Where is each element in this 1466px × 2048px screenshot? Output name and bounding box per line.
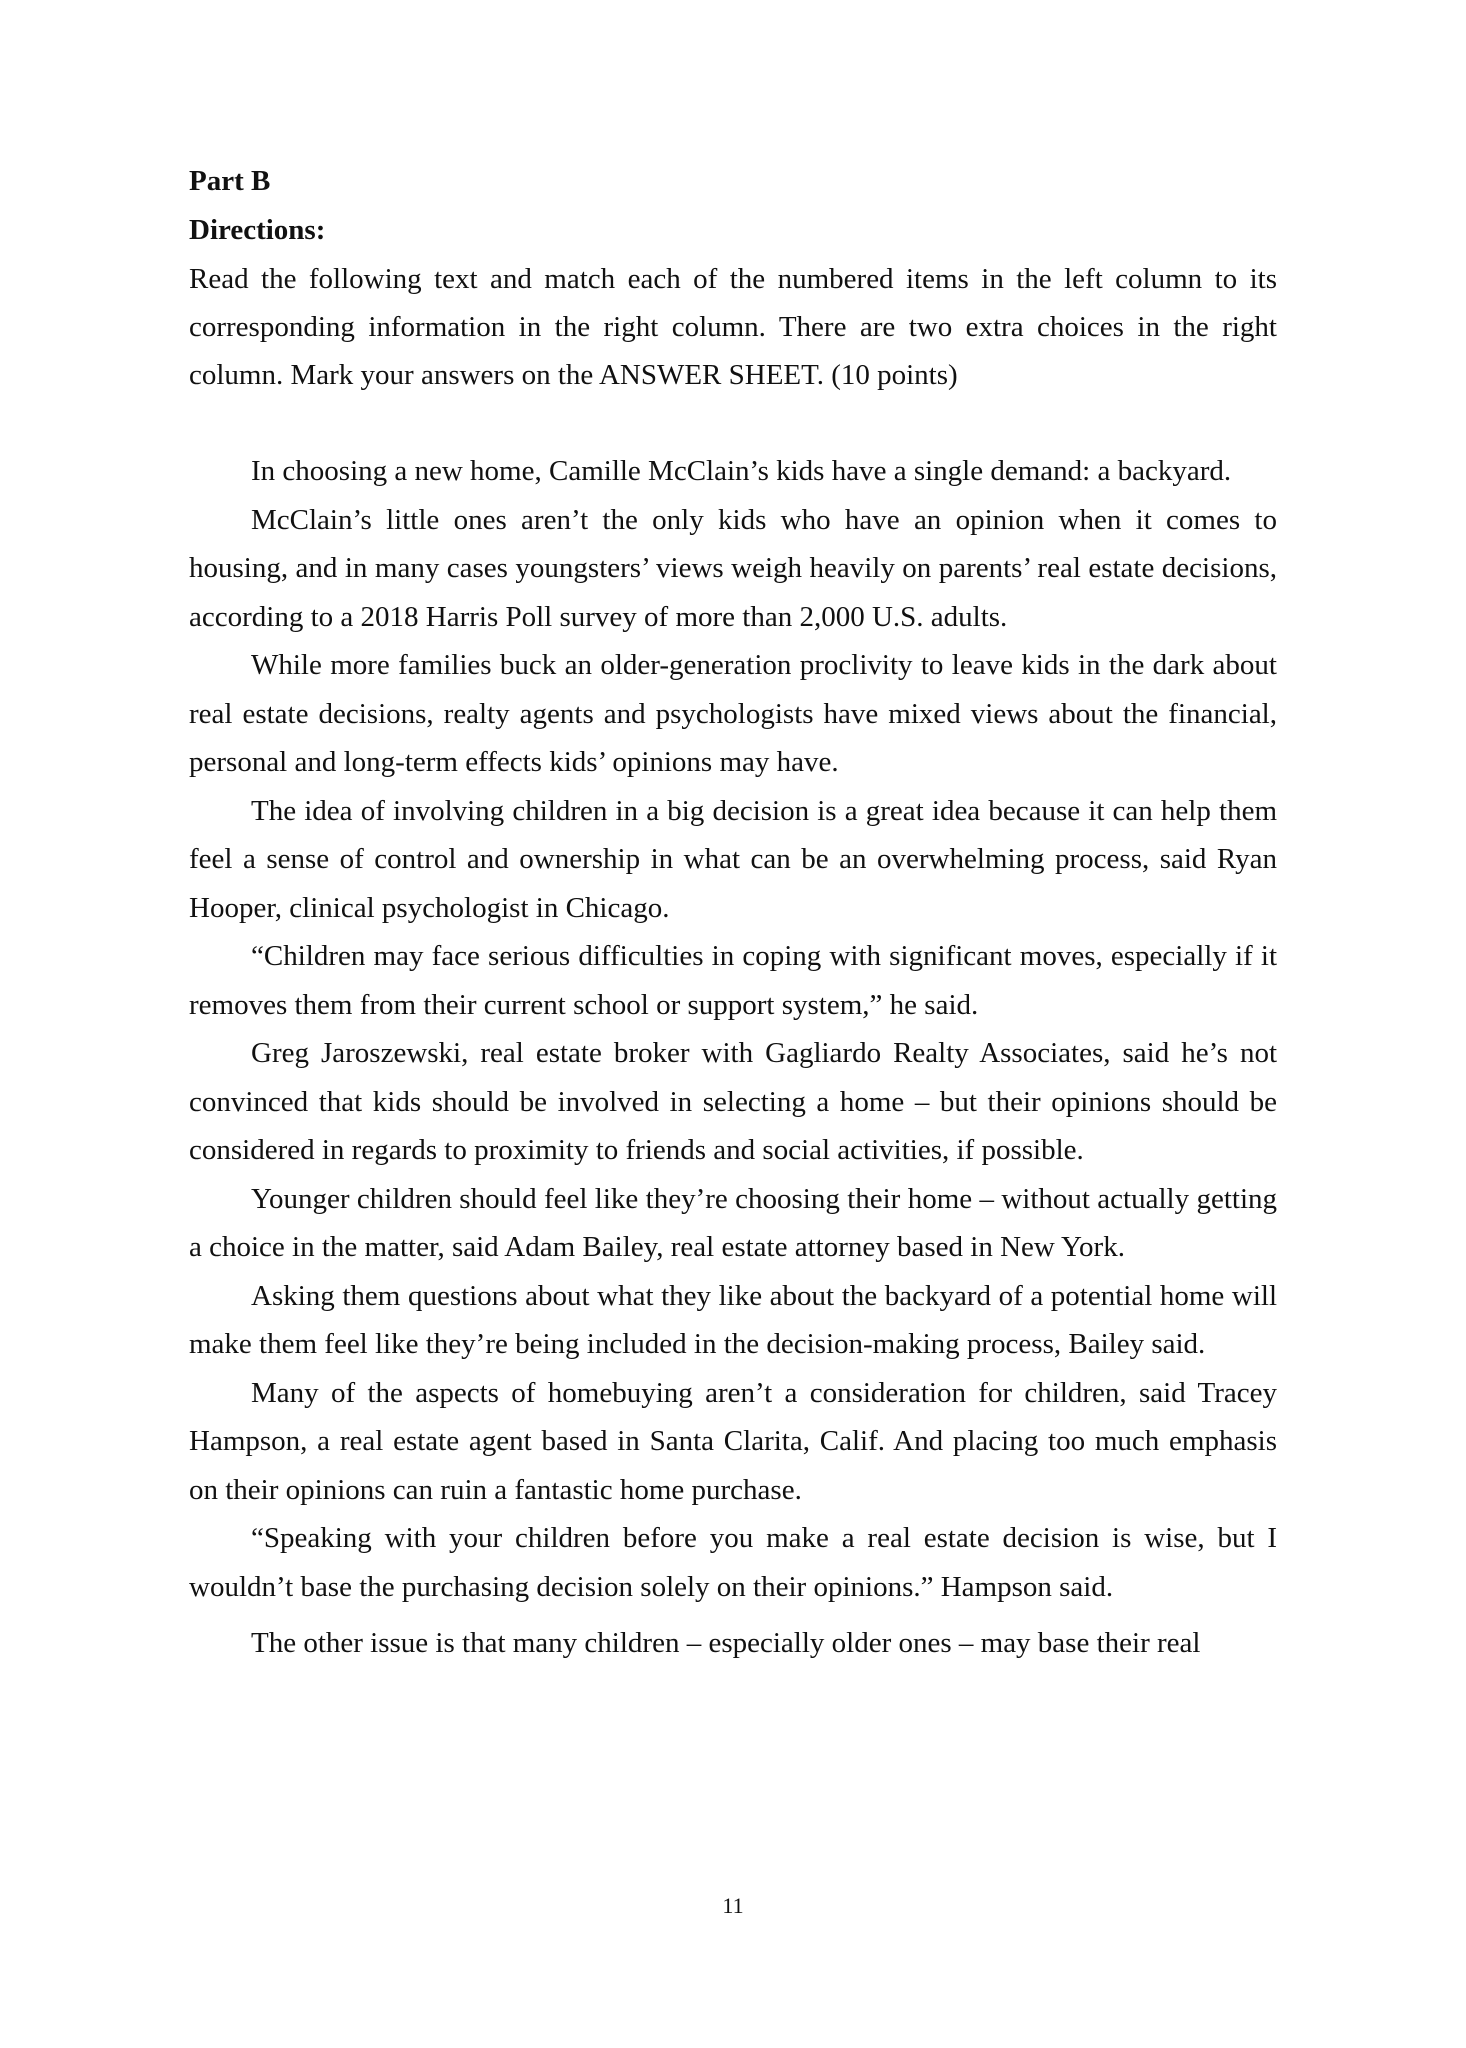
paragraph: While more families buck an older-generation proclivity to leave kids in the dark about real estate decisions, realty agents and psychologists have mixed views about the financial, personal and long-term effects kids’ opinions may have. <box>189 649 1277 778</box>
paragraph: The other issue is that many children – especially older ones – may base their real <box>251 1627 1201 1659</box>
paragraph: Younger children should feel like they’re choosing their home – without actually getting a choice in the matter, said Adam Bailey, real estate attorney based in New York. <box>189 1182 1277 1263</box>
directions-label: Directions: <box>189 214 326 246</box>
paragraph: In choosing a new home, Camille McClain’s kids have a single demand: a backyard. <box>251 455 1232 487</box>
directions-text: Read the following text and match each of the numbered items in the left column to its corresponding information in the right column. There are two extra choices in the right column. Mark your answers on the ANSWER SHEET. (10 points) <box>189 263 1277 391</box>
page-content <box>189 157 1277 1668</box>
paragraph: “Speaking with your children before you make a real estate decision is wise, but I wouldn’t base the purchasing decision solely on their opinions.” Hampson said. <box>189 1522 1277 1603</box>
article-body <box>189 447 1277 1668</box>
paragraph: The idea of involving children in a big decision is a great idea because it can help them feel a sense of control and ownership in what can be an overwhelming process, said Ryan Hooper, clinical psychologist in Chicago. <box>189 794 1277 924</box>
part-title: Part B <box>189 165 271 197</box>
paragraph: “Children may face serious difficulties in coping with significant moves, especially if it removes them from their current school or support system,” he said. <box>189 940 1277 1021</box>
paragraph: Greg Jaroszewski, real estate broker with Gagliardo Realty Associates, said he’s not convinced that kids should be involved in selecting a home – but their opinions should be considered in regards to proximity to friends and social activities, if possible. <box>189 1037 1277 1166</box>
page-number: 11 <box>722 1893 744 1918</box>
paragraph: Many of the aspects of homebuying aren’t a consideration for children, said Tracey Hampson, a real estate agent based in Santa Clarita, Calif. And placing too much emphasis on their opinions can ruin a fantastic home purchase. <box>189 1376 1277 1506</box>
paragraph: McClain’s little ones aren’t the only kids who have an opinion when it comes to housing, and in many cases youngsters’ views weigh heavily on parents’ real estate decisions, according to a 2018 Harris Poll survey of more than 2,000 U.S. adults. <box>189 503 1277 633</box>
paragraph: Asking them questions about what they like about the backyard of a potential home will make them feel like they’re being included in the decision-making process, Bailey said. <box>189 1279 1277 1360</box>
